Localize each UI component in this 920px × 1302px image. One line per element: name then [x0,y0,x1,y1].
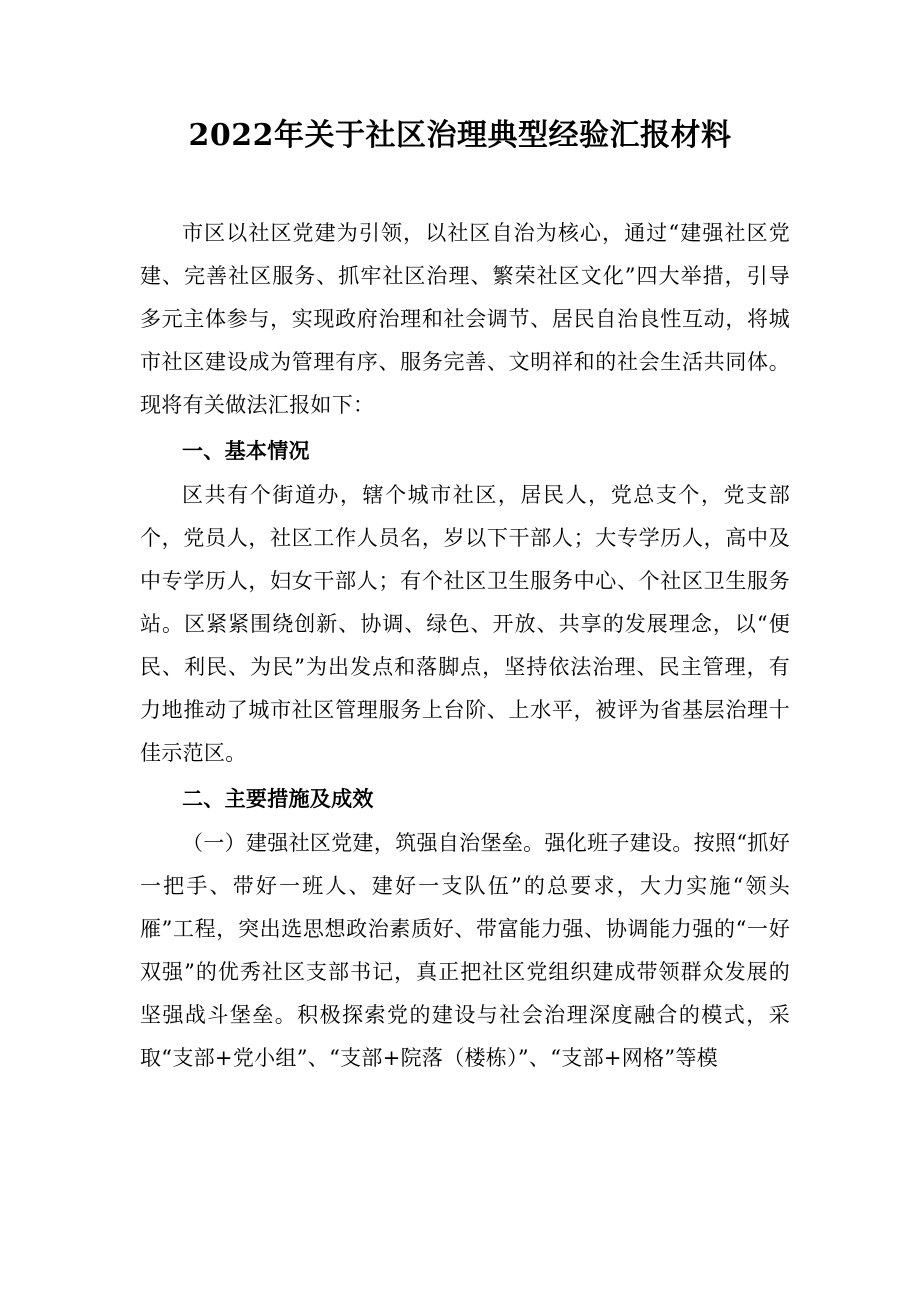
document-title: 2022年关于社区治理典型经验汇报材料 [188,118,732,153]
main-measures-paragraph: （一）建强社区党建，筑强自治堡垒。强化班子建设。按照“抓好一把手、带好一班人、建好一支队伍”的总要求，大力实施“领头雁”工程，突出选思想政治素质好、带富能力强、协调能力强的“一好双强”的优秀社区支部书记，真正把社区党组织建成带领群众发展的坚强战斗堡垒。积极探索党的建设与社会治理深度融合的模式，采取“支部+党小组”、“支部+院落（楼栋）”、“支部+网格”等模 [140,831,790,1070]
section-heading-basic-situation: 一、基本情况 [182,438,310,463]
section-heading-main-measures: 二、主要措施及成效 [182,786,374,811]
basic-situation-paragraph: 区共有个街道办，辖个城市社区，居民人，党总支个，党支部个，党员人，社区工作人员名，岁以下干部人；大专学历人，高中及中专学历人，妇女干部人；有个社区卫生服务中心、个社区卫生服务站。区紧紧围绕创新、协调、绿色、开放、共享的发展理念，以“便民、利民、为民”为出发点和落脚点，坚持依法治理、民主管理，有力地推动了城市社区管理服务上台阶、上水平，被评为省基层治理十佳示范区。 [140,483,790,765]
document-body [140,212,790,1080]
intro-paragraph: 市区以社区党建为引领，以社区自治为核心，通过“建强社区党建、完善社区服务、抓牢社区治理、繁荣社区文化”四大举措，引导多元主体参与，实现政府治理和社会调节、居民自治良性互动，将城市社区建设成为管理有序、服务完善、文明祥和的社会生活共同体。现将有关做法汇报如下： [140,221,790,417]
